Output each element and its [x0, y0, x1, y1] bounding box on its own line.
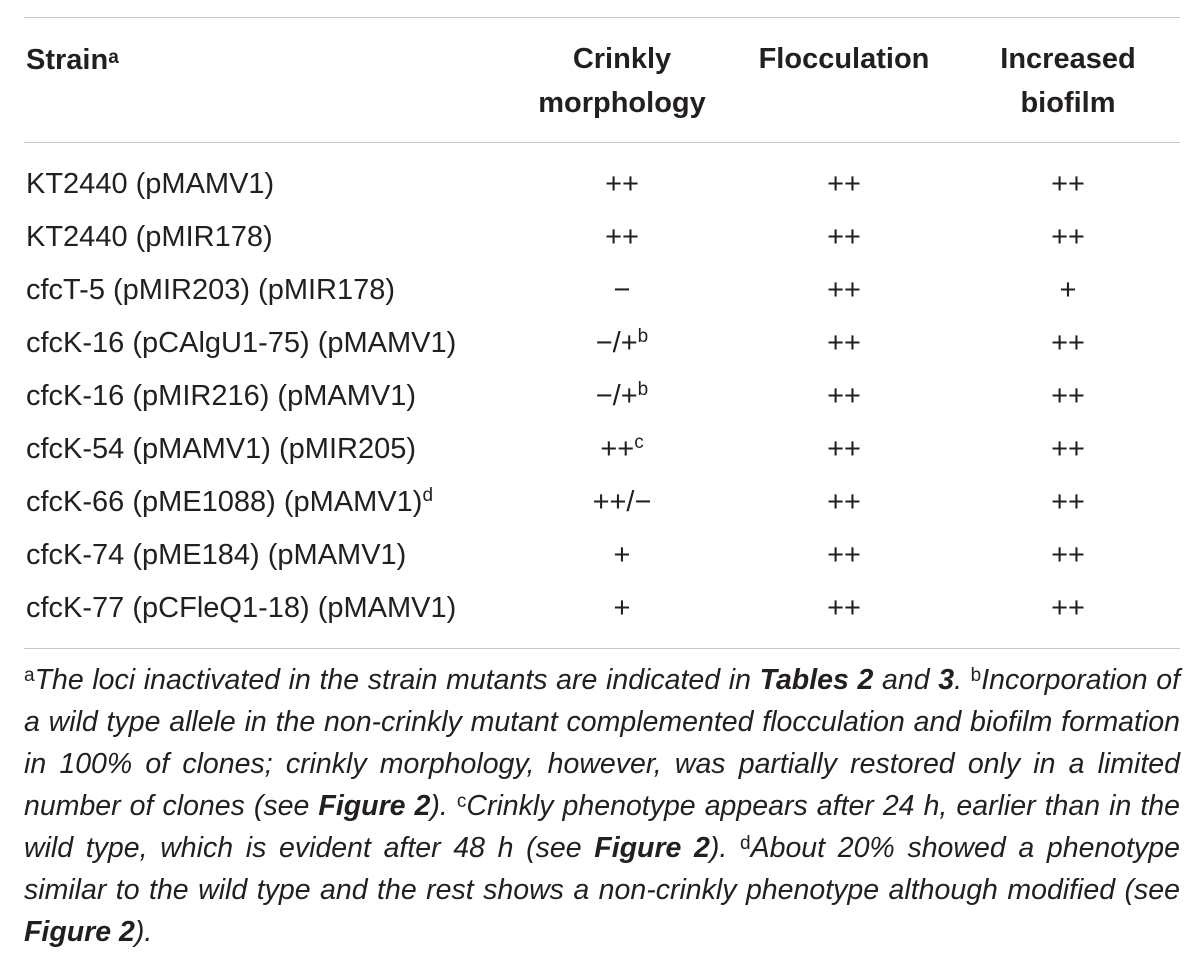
flocculation-cell: ++ — [827, 433, 861, 465]
strain-cell — [26, 217, 273, 257]
table-row — [0, 376, 1200, 416]
footnote-a-text: and — [873, 664, 939, 696]
table-row — [0, 323, 1200, 363]
header-strain — [26, 38, 119, 82]
strain-cell — [26, 429, 416, 469]
strain-cell — [26, 535, 406, 575]
footnote-c-text: Crinkly phenotype appears after 24 h, earlier than in the wild type, which is evident after 48 h (see — [24, 790, 1181, 864]
biofilm-cell: ++ — [1051, 486, 1085, 518]
table-row — [0, 429, 1200, 469]
strain-cell — [26, 376, 416, 416]
strain-cell — [26, 323, 456, 363]
footnote-a-mark: a — [24, 665, 35, 686]
crinkly-value: + — [613, 539, 631, 571]
biofilm-cell: + — [1059, 274, 1077, 306]
crinkly-value: −/+ — [595, 380, 638, 412]
biofilm-cell: ++ — [1051, 433, 1085, 465]
crinkly-cell — [520, 376, 724, 416]
table-row — [0, 535, 1200, 575]
table-top-rule — [24, 17, 1180, 18]
table-row — [0, 588, 1200, 628]
strain-cell — [26, 482, 433, 522]
footnote-d-text: About 20% showed a phenotype similar to the wild type and the rest shows a non-crinkly phenotype although modified (see — [24, 832, 1180, 906]
strain-text: cfcK-16 (pMIR216) (pMAMV1) — [26, 380, 416, 412]
biofilm-cell: ++ — [1051, 221, 1085, 253]
crinkly-footnote-mark: b — [637, 379, 649, 400]
footnote-c-figure-ref: Figure 2 — [594, 832, 710, 864]
table-footnotes — [24, 659, 1180, 953]
crinkly-cell — [520, 429, 724, 469]
strain-cell — [26, 588, 456, 628]
crinkly-cell — [520, 164, 724, 204]
footnote-d-text: ). — [134, 916, 153, 948]
crinkly-value: + — [613, 592, 631, 624]
footnote-a-text: . — [954, 664, 962, 696]
table-row — [0, 217, 1200, 257]
table-row — [0, 482, 1200, 522]
flocculation-cell: ++ — [827, 539, 861, 571]
flocculation-cell: ++ — [827, 221, 861, 253]
crinkly-cell — [520, 588, 724, 628]
header-crinkly-line2: morphology — [538, 87, 706, 119]
footnote-a-table-ref-2: Tables 2 — [759, 664, 874, 696]
strain-text: cfcK-16 (pCAlgU1-75) (pMAMV1) — [26, 327, 457, 359]
footnote-b-figure-ref: Figure 2 — [318, 790, 431, 822]
header-biofilm-line1: Increased — [1000, 43, 1136, 75]
footnote-a-text: The loci inactivated in the strain mutants are indicated in — [34, 664, 760, 696]
flocculation-cell: ++ — [827, 168, 861, 200]
header-flocculation-label: Flocculation — [758, 43, 930, 75]
flocculation-cell: ++ — [827, 274, 861, 306]
header-strain-footnote-mark: a — [108, 47, 119, 68]
header-crinkly-morphology — [520, 37, 724, 125]
footnote-d-figure-ref: Figure 2 — [24, 916, 135, 948]
biofilm-cell: ++ — [1051, 327, 1085, 359]
footnote-c-text: ). — [709, 832, 728, 864]
footnote-a-table-ref-3: 3 — [938, 664, 955, 696]
flocculation-cell: ++ — [827, 380, 861, 412]
strain-cell — [26, 164, 274, 204]
footnote-b-mark: b — [970, 665, 982, 686]
crinkly-cell — [520, 482, 724, 522]
header-increased-biofilm — [968, 37, 1168, 125]
crinkly-value: ++/− — [592, 486, 652, 518]
strain-footnote-mark: d — [422, 485, 434, 506]
footnote-d-mark: d — [740, 833, 751, 854]
crinkly-footnote-mark: b — [637, 326, 649, 347]
crinkly-value: ++ — [605, 168, 639, 200]
strain-text: KT2440 (pMAMV1) — [26, 168, 275, 200]
footnote-c-mark: c — [456, 791, 467, 812]
flocculation-cell: ++ — [827, 327, 861, 359]
crinkly-footnote-mark: c — [634, 432, 644, 453]
table-row — [0, 270, 1200, 310]
header-crinkly-line1: Crinkly — [572, 43, 672, 75]
crinkly-cell — [520, 217, 724, 257]
crinkly-cell — [520, 535, 724, 575]
strain-text: cfcK-77 (pCFleQ1-18) (pMAMV1) — [26, 592, 457, 624]
crinkly-value: − — [613, 274, 631, 306]
biofilm-cell: ++ — [1051, 592, 1085, 624]
strain-text: KT2440 (pMIR178) — [26, 221, 273, 253]
crinkly-cell — [520, 323, 724, 363]
flocculation-cell: ++ — [827, 592, 861, 624]
strain-text: cfcK-66 (pME1088) (pMAMV1) — [26, 486, 423, 518]
strain-text: cfcK-74 (pME184) (pMAMV1) — [26, 539, 407, 571]
crinkly-value: ++ — [605, 221, 639, 253]
header-biofilm-line2: biofilm — [1020, 87, 1116, 119]
header-strain-label: Strain — [26, 44, 109, 76]
crinkly-cell — [520, 270, 724, 310]
footnote-b-text: ). — [430, 790, 448, 822]
strain-cell — [26, 270, 395, 310]
strain-text: cfcT-5 (pMIR203) (pMIR178) — [26, 274, 396, 306]
header-flocculation — [740, 37, 948, 81]
footnote-b-text: Incorporation of a wild type allele in the non-crinkly mutant complemented flocculation and biofilm formation in 100% of clones; crinkly morphology, however, was partially restored only in a limited number of clones (see — [24, 664, 1181, 822]
biofilm-cell: ++ — [1051, 168, 1085, 200]
table-row — [0, 164, 1200, 204]
table-bottom-rule — [24, 648, 1180, 649]
strain-text: cfcK-54 (pMAMV1) (pMIR205) — [26, 433, 416, 465]
crinkly-value: ++ — [600, 433, 635, 465]
biofilm-cell: ++ — [1051, 380, 1085, 412]
flocculation-cell: ++ — [827, 486, 861, 518]
crinkly-value: −/+ — [595, 327, 638, 359]
biofilm-cell: ++ — [1051, 539, 1085, 571]
table-header-rule — [24, 142, 1180, 143]
